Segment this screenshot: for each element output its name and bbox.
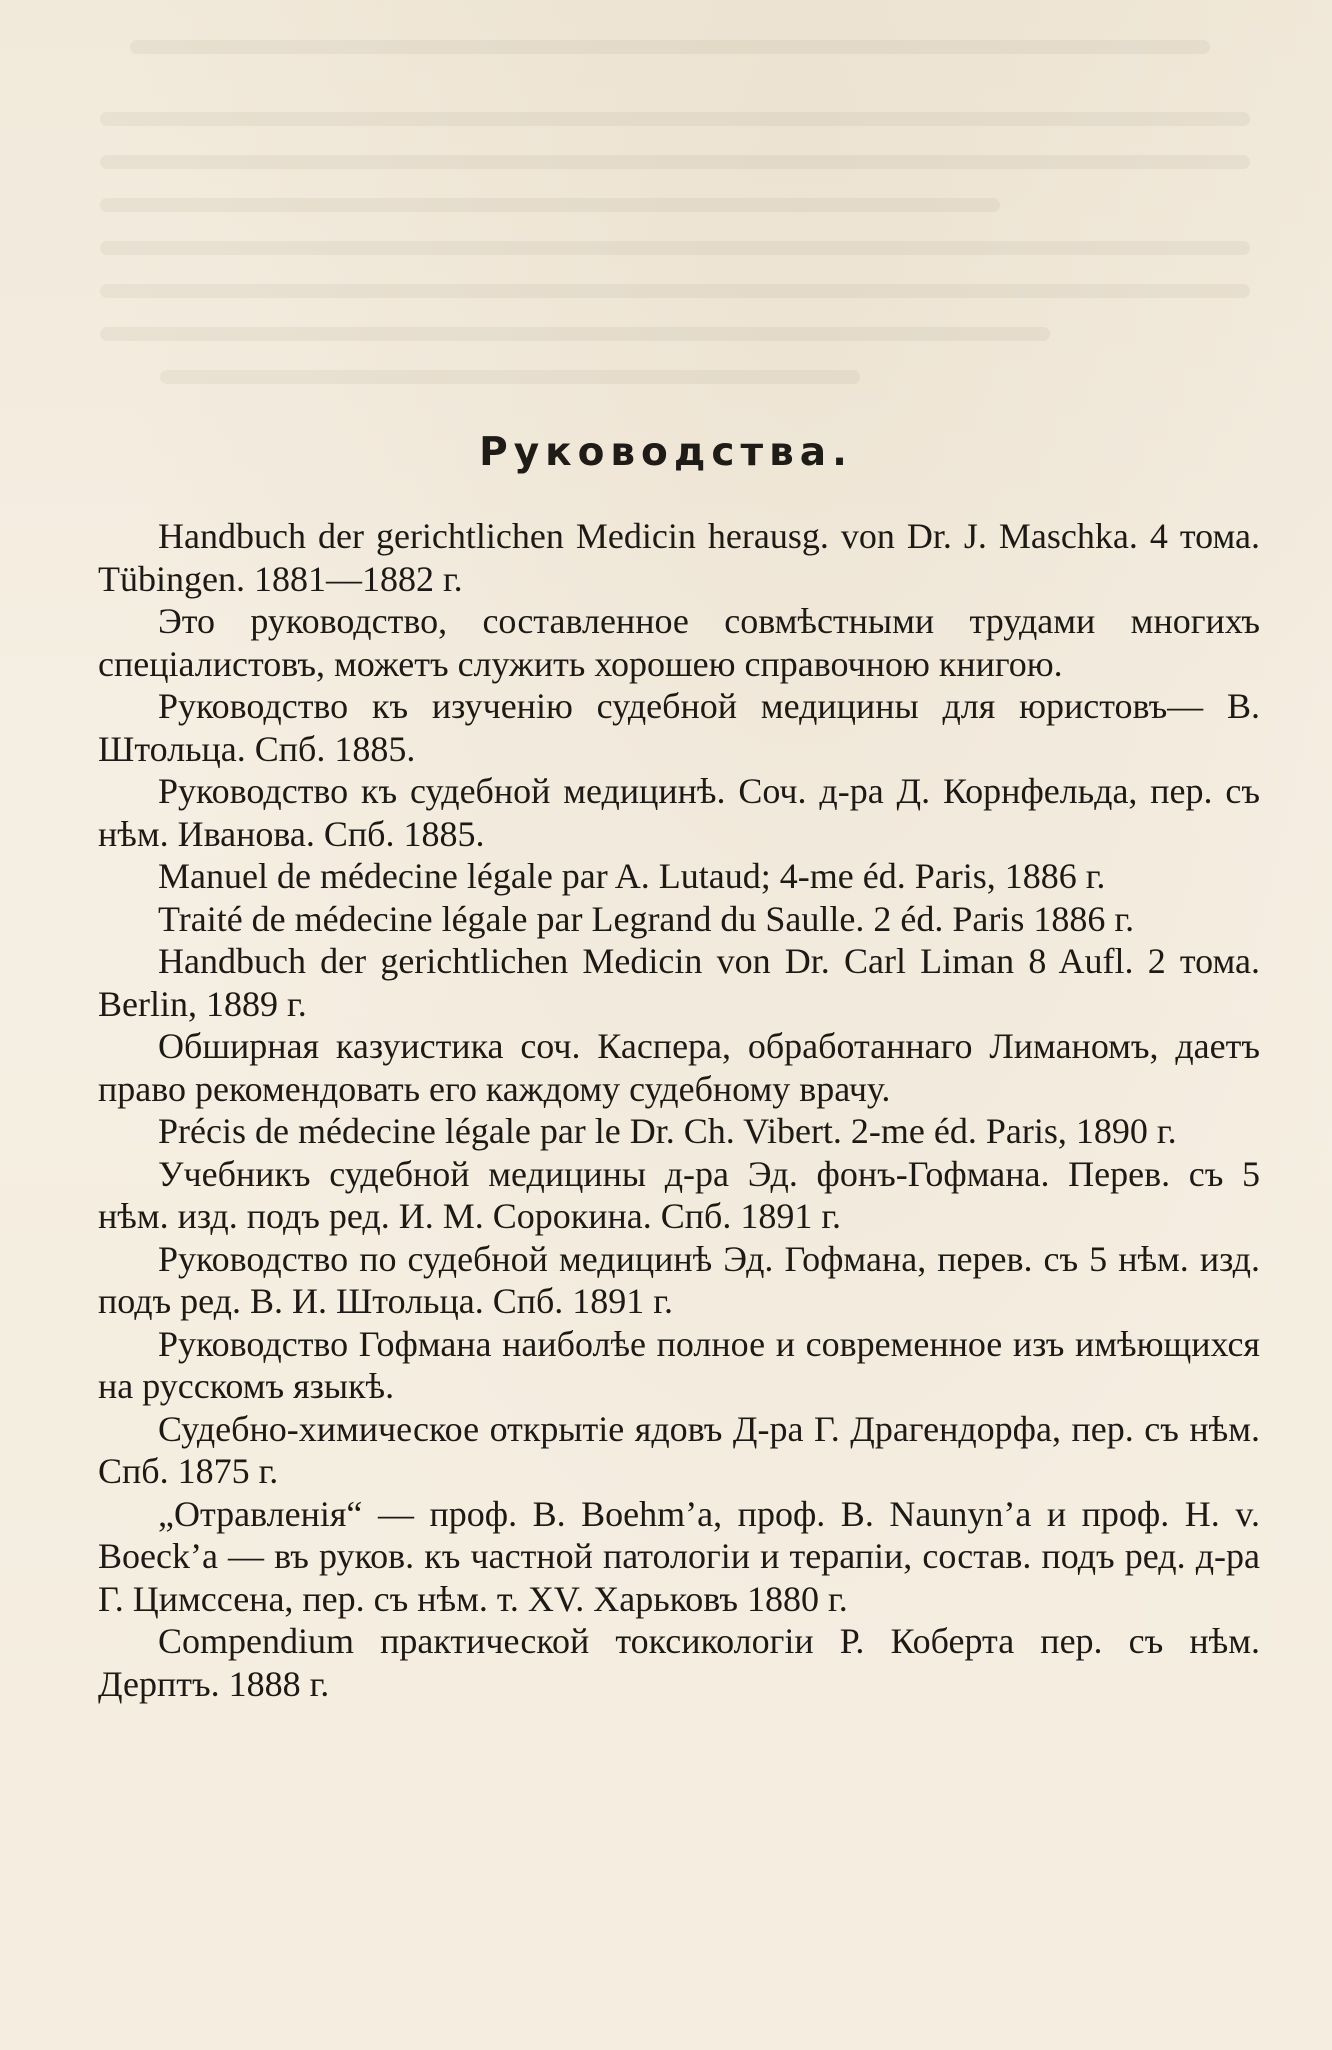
bibliography-entry: Manuel de médecine légale par A. Lutaud; 4-me éd. Paris, 1886 г.: [158, 856, 1106, 896]
bibliography-comment: Это руководство, составленное совмѣстными трудами многихъ спеціалистовъ, можетъ служить хорошею справочною книгою.: [98, 601, 1260, 684]
bibliography-comment: Руководство Гофмана наиболѣе полное и современное изъ имѣющихся на русскомъ языкѣ.: [98, 1323, 1260, 1406]
bleed-through-line: [100, 327, 1050, 341]
bibliography-comment: Обширная казуистика соч. Каспера, обработаннаго Лиманомъ, даетъ право рекомендовать его каждому судебному врачу.: [98, 1026, 1260, 1109]
section-heading: Руководства.: [479, 430, 853, 475]
bibliography-entry: Précis de médecine légale par le Dr. Ch. Vibert. 2-me éd. Paris, 1890 г.: [158, 1111, 1177, 1151]
bleed-through-line: [100, 198, 1000, 212]
bibliography-entry: Handbuch der gerichtlichen Medicin herausg. von Dr. J. Maschka. 4 тома. Tübingen. 1881—1882 г.: [98, 516, 1260, 599]
bibliography-entry: „Отравленія“ — проф. B. Boehm’a, проф. B. Naunyn’a и проф. H. v. Boeck’a — въ руков. къ частной патологіи и терапіи, состав. подъ ред. д-ра Г. Цимссена, пер. съ нѣм. т. XV. Харьковъ 1880 г.: [98, 1493, 1260, 1619]
bibliography-entry: Traité de médecine légale par Legrand du Saulle. 2 éd. Paris 1886 г.: [158, 898, 1135, 939]
bibliography-entry: Compendium практической токсикологіи Р. Коберта пер. съ нѣм. Дерптъ. 1888 г.: [98, 1621, 1260, 1704]
bibliography-list: [98, 515, 1260, 1705]
bibliography-entry: Handbuch der gerichtlichen Medicin von Dr. Carl Liman 8 Aufl. 2 тома. Berlin, 1889 г.: [98, 941, 1260, 1024]
bibliography-entry: Руководство къ судебной медицинѣ. Соч. д-ра Д. Корнфельда, пер. съ нѣм. Иванова. Спб. 1885.: [98, 771, 1260, 854]
bleed-through-line: [160, 370, 860, 384]
bleed-through-line: [100, 241, 1250, 255]
bibliography-entry: Руководство къ изученію судебной медицины для юристовъ— В. Штольца. Спб. 1885.: [98, 686, 1260, 769]
bleed-through-line: [130, 40, 1210, 54]
bibliography-entry: Учебникъ судебной медицины д-ра Эд. фонъ-Гофмана. Перев. съ 5 нѣм. изд. подъ ред. И. М. Сорокина. Спб. 1891 г.: [98, 1153, 1260, 1236]
bibliography-entry: Судебно-химическое открытіе ядовъ Д-ра Г. Драгендорфа, пер. съ нѣм. Спб. 1875 г.: [98, 1408, 1260, 1491]
bleed-through-line: [100, 155, 1250, 169]
bleed-through-line: [100, 284, 1250, 298]
bleed-through-line: [100, 112, 1250, 126]
bibliography-entry: Руководство по судебной медицинѣ Эд. Гофмана, перев. съ 5 нѣм. изд. подъ ред. В. И. Штольца. Спб. 1891 г.: [98, 1238, 1260, 1321]
